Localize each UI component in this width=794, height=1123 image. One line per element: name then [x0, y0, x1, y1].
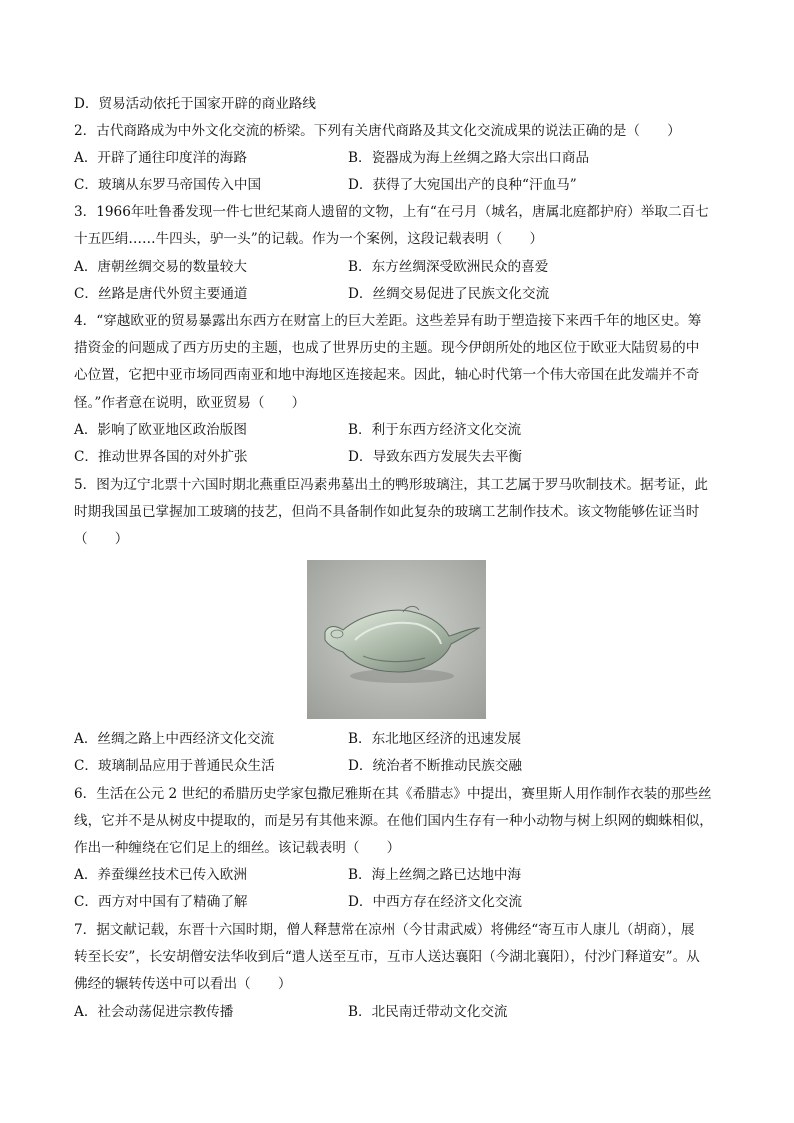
q4-option-c: C．推动世界各国的对外扩张 — [74, 449, 248, 465]
duck-shaped-glass-vessel-photo — [307, 560, 486, 719]
q4-stem-line: 心位置，它把中亚市场同西南亚和地中海地区连接起来。因此，轴心时代第一个伟大帝国在此发端并不奇 — [74, 367, 700, 383]
q4-option-d: D．导致东西方发展失去平衡 — [348, 449, 523, 465]
q6-stem-line: 作出一种缠绕在它们足上的细丝。该记载表明（ ） — [74, 840, 401, 856]
q4-stem-line: 措资金的问题成了西方历史的主题，也成了世界历史的主题。现今伊朗所处的地区位于欧亚大陆贸易的中 — [74, 340, 700, 356]
q3-option-d: D．丝绸交易促进了民族文化交流 — [348, 286, 550, 302]
q7-option-b: B．北民南迁带动文化交流 — [348, 1004, 508, 1020]
q4-option-b: B．利于东西方经济文化交流 — [348, 422, 522, 438]
q5-option-a: A．丝绸之路上中西经济文化交流 — [74, 731, 275, 747]
q5-option-b: B．东北地区经济的迅速发展 — [348, 731, 522, 747]
q2-option-a: A．开辟了通往印度洋的海路 — [74, 150, 247, 166]
q3-option-b: B．东方丝绸深受欧洲民众的喜爱 — [348, 259, 549, 275]
q3-option-a: A．唐朝丝绸交易的数量较大 — [74, 259, 247, 275]
q6-option-a: A．养蚕缫丝技术已传入欧洲 — [74, 867, 247, 883]
q2-stem-line: 2．古代商路成为中外文化交流的桥梁。下列有关唐代商路及其文化交流成果的说法正确的是（ ） — [74, 123, 681, 139]
q7-stem-line: 转至长安”，长安胡僧安法华收到后“遣人送至互市，互市人送达襄阳（今湖北襄阳），付沙门释道安”。从 — [74, 949, 700, 965]
q6-option-d: D．中西方存在经济文化交流 — [348, 894, 523, 910]
q2-option-b: B．瓷器成为海上丝绸之路大宗出口商品 — [348, 150, 590, 166]
q5-stem-line: 时期我国虽已掌握加工玻璃的技艺，但尚不具备制作如此复杂的玻璃工艺制作技术。该文物能够佐证当时 — [74, 504, 700, 520]
q2-option-c: C．玻璃从东罗马帝国传入中国 — [74, 177, 262, 193]
q2-option-d: D．获得了大宛国出产的良种“汗血马” — [348, 177, 577, 193]
q6-stem-line: 6．生活在公元 2 世纪的希腊历史学家包撒尼雅斯在其《希腊志》中提出，赛里斯人用作制作衣装的那些丝 — [74, 786, 712, 802]
q3-stem-line: 十五匹绢……牛四头，驴一头”的记载。作为一个案例，这段记载表明（ ） — [74, 231, 544, 247]
q1-option-d: D．贸易活动依托于国家开辟的商业路线 — [74, 96, 316, 112]
q4-stem-line: 怪。”作者意在说明，欧亚贸易（ ） — [74, 395, 306, 411]
q6-option-b: B．海上丝绸之路已达地中海 — [348, 867, 522, 883]
q4-stem-line: 4．“穿越欧亚的贸易暴露出东西方在财富上的巨大差距。这些差异有助于塑造接下来西千年的地区史。筹 — [74, 313, 702, 329]
q7-stem-line: 7．据文献记载，东晋十六国时期，僧人释慧常在凉州（今甘肃武威）将佛经“寄互市人康儿（胡商），展 — [74, 922, 695, 938]
q3-stem-line: 3．1966年吐鲁番发现一件七世纪某商人遗留的文物，上有“在弓月（城名，唐属北庭都护府）举取二百七 — [74, 204, 709, 220]
q7-stem-line: 佛经的辗转传送中可以看出（ ） — [74, 976, 292, 992]
q5-stem-line: （ ） — [74, 531, 129, 547]
q3-option-c: C．丝路是唐代外贸主要通道 — [74, 286, 248, 302]
q5-option-d: D．统治者不断推动民族交融 — [348, 758, 523, 774]
q5-stem-line: 5．图为辽宁北票十六国时期北燕重臣冯素弗墓出土的鸭形玻璃注，其工艺属于罗马吹制技术。据考证，此 — [74, 477, 708, 493]
q6-stem-line: 线，它并不是从树皮中提取的，而是另有其他来源。在他们国内生存有一种小动物与树上织网的蜘蛛相似， — [74, 813, 713, 829]
q5-option-c: C．玻璃制品应用于普通民众生活 — [74, 758, 275, 774]
q7-option-a: A．社会动荡促进宗教传播 — [74, 1004, 234, 1020]
q4-option-a: A．影响了欧亚地区政治版图 — [74, 422, 247, 438]
q6-option-c: C．西方对中国有了精确了解 — [74, 894, 248, 910]
